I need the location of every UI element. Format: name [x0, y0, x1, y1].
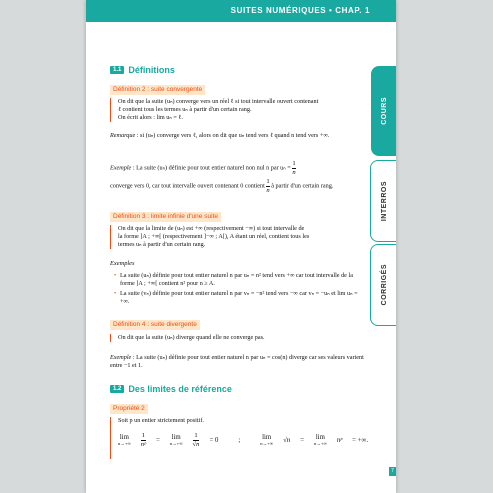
limit-operator-3: lim n→+∞	[260, 434, 274, 446]
definition-4-body	[110, 334, 350, 342]
definition-2-label: Définition 2 : suite convergente	[110, 85, 205, 95]
example-1-text-2: converge vers 0, car tout intervalle ouvert contenant 0 contient	[110, 182, 267, 190]
equals-zero: = 0	[209, 436, 219, 444]
definition-2-line-1: On dit que la suite (uₙ) converge vers un réel ℓ si tout intervalle ouvert contenant	[118, 98, 319, 105]
fraction-one-over-n: $\frac{1}{n}$	[292, 160, 296, 176]
property-2-label: Propriété 2	[110, 404, 148, 414]
remark-text: : si (uₙ) converge vers ℓ, alors on dit que uₙ tend vers ℓ quand n tend vers +∞.	[135, 132, 330, 139]
definition-3-body	[110, 225, 350, 249]
fraction-one-over-n-p: $\frac{1}{\text{nᵖ}}$	[140, 432, 146, 448]
example-2-paragraph	[110, 354, 364, 370]
example-1-text-3: à partir d'un certain rang.	[269, 182, 334, 190]
section-heading-reference-limits	[110, 383, 232, 395]
tab-corriges[interactable]: CORRIGÉS	[370, 244, 396, 326]
definition-3-line-3: termes uₙ à partir d'un certain rang.	[118, 241, 206, 248]
examples-title: Exemples	[110, 260, 135, 267]
definition-3-line-2: la forme ]A ; +∞[ (respectivement ]−∞ ; A[), A étant un réel, contient tous les	[118, 233, 310, 240]
examples-item-2: • La suite (vₙ) définie pour tout entier naturel n par vₙ = −n² tend vers −∞ car vₙ = −uₙ et lim uₙ = +∞.	[114, 290, 362, 306]
example-1-lead: Exemple	[110, 164, 132, 172]
example-1-text-1: : La suite (uₙ) définie pour tout entier naturel non nul n par uₙ =	[131, 164, 293, 172]
tab-interros[interactable]: INTERROS	[370, 160, 396, 242]
definition-3-line-1: On dit que la limite de (uₙ) est +∞ (respectivement −∞) si tout intervalle de	[118, 225, 305, 232]
sqrt-n: √n	[283, 436, 291, 444]
examples-list	[114, 272, 362, 308]
chapter-header-bar	[86, 0, 396, 22]
example-2-lead: Exemple	[110, 354, 132, 361]
section-number: 1.1	[110, 66, 124, 74]
fraction-one-over-sqrt-n: $\frac{1}{√n}$	[192, 432, 200, 448]
example-1-paragraph	[110, 160, 364, 194]
remark-paragraph	[110, 132, 364, 140]
definition-4-line-1: On dit que la suite (uₙ) diverge quand elle ne converge pas.	[118, 334, 265, 341]
limit-operator-2: lim n→+∞	[169, 434, 183, 446]
example-2-text: : La suite (uₙ) définie pour tout entier naturel n par uₙ = cos(n) diverge car ses valeurs varient entre −1 et 1.	[110, 354, 364, 369]
limit-operator: lim n→+∞	[118, 434, 131, 446]
section-title-2: Des limites de référence	[128, 384, 232, 394]
page-number: 7	[389, 467, 396, 476]
definition-4-label: Définition 4 : suite divergente	[110, 320, 200, 330]
formula-separator: ;	[238, 436, 241, 444]
examples-item-1: • La suite (uₙ) définie pour tout entier naturel n par uₙ = n² tend vers +∞ car tout intervalle de la forme ]A ; +∞[ contient n² pour n ≥ A.	[114, 272, 362, 288]
fraction-one-over-n-2: $\frac{1}{n}$	[266, 178, 270, 194]
n-power-p: nᵖ	[336, 436, 343, 444]
property-2-line-1: Soit p un entier strictement positif.	[118, 417, 204, 424]
definition-2-line-2: ℓ contient tous les termes uₙ à partir d'un certain rang.	[118, 106, 252, 113]
section-number-2: 1.2	[110, 385, 124, 393]
section-title: Définitions	[128, 65, 175, 75]
definition-2-body	[110, 98, 350, 122]
book-page	[86, 0, 396, 493]
definition-3-label: Définition 3 : limite infinie d'une suite	[110, 212, 221, 222]
section-heading-definitions	[110, 64, 175, 76]
definition-2-line-3: On écrit alors : lim uₙ = ℓ.	[118, 114, 183, 121]
chapter-header-title: SUITES NUMÉRIQUES • CHAP. 1	[230, 6, 370, 15]
remark-lead: Remarque	[110, 132, 136, 139]
tab-cours[interactable]: COURS	[371, 66, 396, 156]
equals-infinity: = +∞.	[352, 436, 369, 444]
property-2-formula: lim n→+∞ $\frac{1}{\text{nᵖ}}$ = lim n→+∞ $\frac{1}{√n}$ = 0 ; lim n→+∞ √n = lim n→+∞ nᵖ = +∞.	[118, 432, 369, 448]
limit-operator-4: lim n→+∞	[314, 434, 327, 446]
